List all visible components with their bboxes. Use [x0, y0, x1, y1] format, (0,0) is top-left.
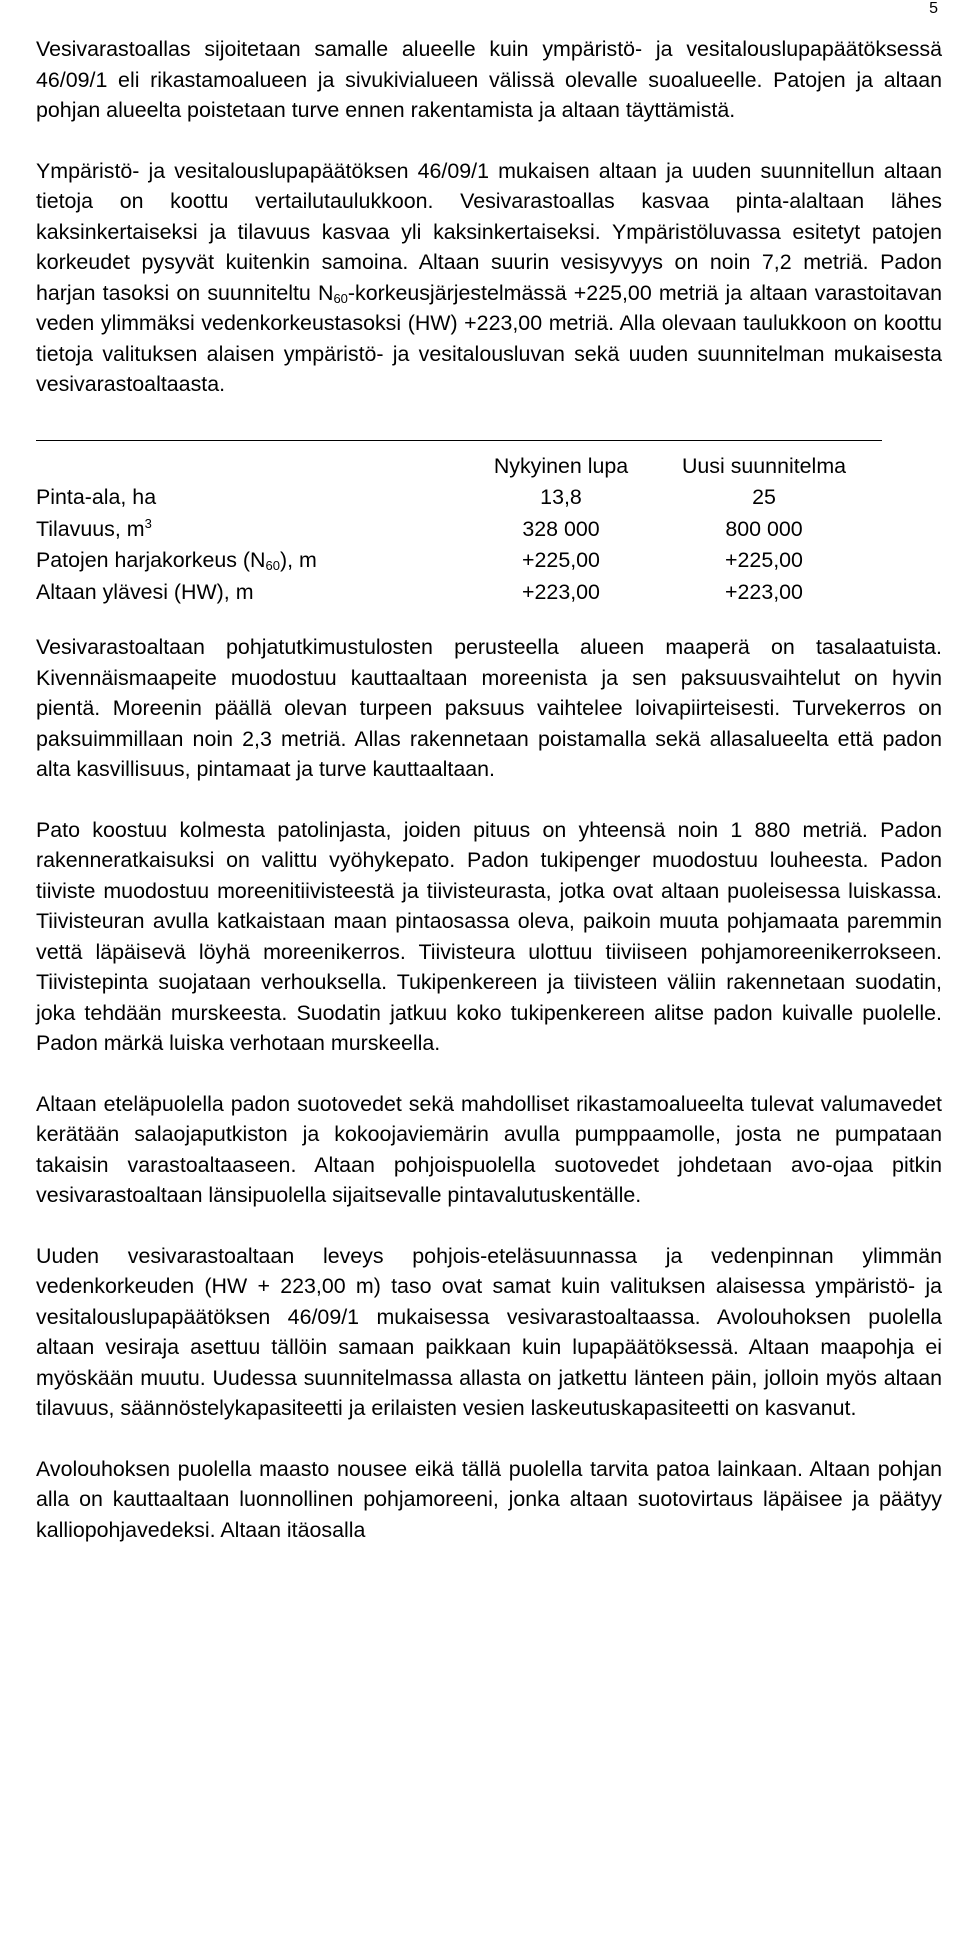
table-header-empty: [36, 451, 476, 483]
row-value-new: +223,00: [725, 579, 803, 604]
row-label-volume-text: Tilavuus, m: [36, 516, 145, 541]
table-row: [36, 545, 882, 577]
row-value-current: +225,00: [522, 548, 600, 572]
subscript-60: 60: [265, 558, 280, 573]
paragraph-6: Uuden vesivarastoaltaan leveys pohjois-eteläsuunnassa ja vedenpinnan ylimmän vedenkorkeuden (HW + 223,00 m) taso ovat samat kuin valituksen alaisessa ympäristö- ja vesitalouslupapäätöksen 46/09/1 mukaisessa vesivarastoaltaassa. Avolouhoksen puolella altaan vesiraja asettuu tällöin samaan paikkaan kuin lupapäätöksessä. Altaan maapohja ei myöskään muutu. Uudessa suunnitelmassa allasta on jatkettu länteen päin, jolloin myös altaan tilavuus, säännöstelykapasiteetti ja erilaisten vesien laskeutuskapasiteetti on kasvanut.: [36, 1243, 942, 1420]
table-top-rule: [36, 440, 882, 441]
paragraph-2: [36, 156, 942, 400]
comparison-table: [36, 440, 882, 609]
paragraph-2-text-b: -korkeusjärjestelmässä +225,00 metriä ja altaan varastoitavan veden ylimmäksi vedenkorkeustasoksi (HW) +223,00 metriä. Alla olevaan taulukkoon on koottu tietoja valituksen alaisen ympäristö- ja vesitalousluvan sekä uuden suunnitelman mukaisesta vesivarastoaltaasta.: [36, 280, 943, 396]
table-header-new: Uusi suunnitelma: [681, 453, 847, 478]
page-number: 5: [929, 0, 938, 17]
table-header-row: [36, 451, 882, 483]
row-label-area: Pinta-ala, ha: [36, 485, 157, 509]
row-label-crest-unit: ), m: [279, 548, 317, 572]
row-label-crest-height: [36, 545, 476, 577]
paragraph-7: Avolouhoksen puolella maasto nousee eikä tällä puolella tarvita patoa lainkaan. Altaan pohjan alla on kauttaaltaan luonnollinen pohjamoreeni, jonka altaan suotovirtaus läpäisee ja päätyy kalliopohjavedeksi. Altaan itäosalla: [36, 1456, 942, 1542]
row-value-new: 800 000: [725, 516, 803, 541]
row-label-high-water: Altaan ylävesi (HW), m: [36, 579, 254, 604]
row-value-current: +223,00: [522, 579, 600, 604]
superscript-3: 3: [144, 515, 152, 531]
document-body: [36, 34, 942, 1545]
row-value-current: 328 000: [522, 516, 600, 541]
comparison-table-grid: [36, 451, 882, 609]
table-row: [36, 482, 882, 514]
paragraph-2-text-a: Ympäristö- ja vesitalouslupapäätöksen 46/09/1 mukaisen altaan ja uuden suunnitellun altaan tietoja on koottu vertailutaulukkoon. Vesivarastoallas kasvaa pinta-alaltaan lähes kaksinkertaiseksi ja tilavuus kasvaa yli kaksinkertaiseksi. Ympäristöluvassa esitetyt patojen korkeudet pysyvät kuitenkin samoina. Altaan suurin vesisyvyys on noin 7,2 metriä. Padon harjan tasoksi on suunniteltu N: [36, 158, 942, 305]
paragraph-4: Pato koostuu kolmesta patolinjasta, joiden pituus on yhteensä noin 1 880 metriä. Padon rakenneratkaisuksi on valittu vyöhykepato. Padon tukipenger muodostuu louheesta. Padon tiiviste muodostuu moreenitiivisteestä ja tiivisteurasta, jotka ovat altaan puoleisessa luiskassa. Tiivisteuran avulla katkaistaan maan pintaosassa oleva, paikoin muuta pohjamaata paremmin vettä läpäisevä löyhä moreenikerros. Tiivisteura ulottuu tiiviiseen pohjamoreenikerrokseen. Tiivistepinta suojataan verhouksella. Tukipenkereen ja tiivisteen väliin rakennetaan suodatin, joka tehdään murskeesta. Suodatin jatkuu koko tukipenkereen alitse padon kuivalle puolelle. Padon märkä luiska verhotaan murskeella.: [36, 817, 942, 1055]
table-row: [36, 514, 882, 546]
subscript-60: 60: [333, 290, 348, 306]
row-label-volume: [36, 514, 476, 546]
row-value-current: 13,8: [540, 485, 582, 509]
row-label-crest-text: Patojen harjakorkeus (N: [36, 548, 266, 572]
paragraph-3: Vesivarastoaltaan pohjatutkimustulosten perusteella alueen maaperä on tasalaatuista. Kivennäismaapeite muodostuu kauttaaltaan moreenista ja sen paksuusvaihtelut on hyvin pientä. Moreenin päällä olevan turpeen paksuus vaihtelee loivapiirteisesti. Turvekerros on paksuimmillaan noin 2,3 metriä. Allas rakennetaan poistamalla sekä allasalueelta että padon alta kasvillisuus, pintamaat ja turve kauttaaltaan.: [36, 635, 942, 781]
row-value-new: +225,00: [725, 548, 803, 572]
paragraph-1: Vesivarastoallas sijoitetaan samalle alueelle kuin ympäristö- ja vesitalouslupapäätöksessä 46/09/1 eli rikastamoalueen ja sivukivialueen välissä olevalle suoalueelle. Patojen ja altaan pohjan alueelta poistetaan turve ennen rakentamista ja altaan täyttämistä.: [36, 37, 942, 122]
table-header-current: Nykyinen lupa: [493, 453, 629, 478]
table-row: [36, 577, 882, 609]
paragraph-5: Altaan eteläpuolella padon suotovedet sekä mahdolliset rikastamoalueelta tulevat valumavedet kerätään salaojaputkiston ja kokoojaviemärin avulla pumppaamolle, josta ne pumpataan takaisin varastoaltaaseen. Altaan pohjoispuolella suotovedet johdetaan avo-ojaa pitkin vesivarastoaltaan länsipuolella sijaitsevalle pintavalutuskentälle.: [36, 1091, 942, 1207]
row-value-new: 25: [752, 485, 776, 509]
